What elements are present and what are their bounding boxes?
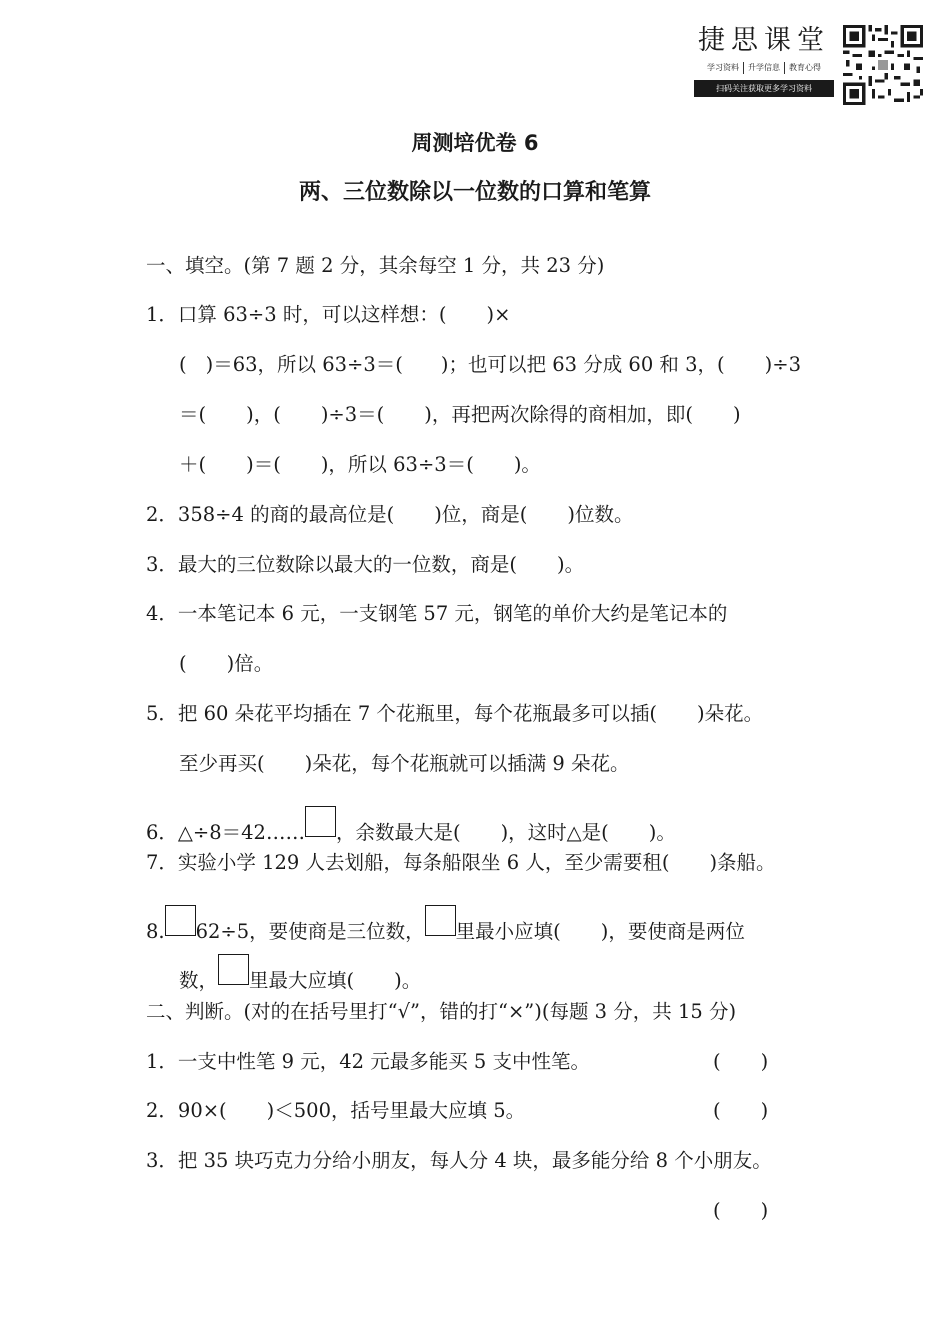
answer-box[interactable] [305,806,336,837]
q7: 7．实验小学 129 人去划船，每条船限坐 6 人，至少需要租( )条船。 [146,851,776,874]
brand-tag: 学习资料 [707,63,739,72]
answer-box[interactable] [425,905,456,936]
judge-q2: 2．90×( )＜500，括号里最大应填 5。 [146,1099,526,1122]
q1-line4: ＋( )＝( )，所以 63÷3＝( )。 [179,453,541,476]
q1-line2: ( )＝63，所以 63÷3＝( )；也可以把 63 分成 60 和 3，( )÷3 [179,353,802,376]
section2-heading: 二、判断。(对的在括号里打“√”，错的打“×”)(每题 3 分，共 15 分) [146,1000,737,1023]
brand-tag: 教育心得 [784,62,825,74]
q6: 6．△÷8＝42…… ，余数最大是( )，这时△是( )。 [146,806,676,846]
q4-line1: 4．一本笔记本 6 元，一支钢笔 57 元，钢笔的单价大约是笔记本的 [146,602,728,625]
answer-box[interactable] [218,954,249,985]
brand-tags [694,62,834,74]
q4-line2: ( )倍。 [179,652,274,675]
q5-line1: 5．把 60 朵花平均插在 7 个花瓶里，每个花瓶最多可以插( )朵花。 [146,702,764,725]
judge-q1: 1．一支中性笔 9 元，42 元最多能买 5 支中性笔。 [146,1050,591,1073]
q5-line2: 至少再买( )朵花，每个花瓶就可以插满 9 朵花。 [179,752,630,775]
brand-tag: 升学信息 [743,62,784,74]
paper-title: 周测培优卷 6 [411,131,539,155]
q8-line1: 8. 62÷5，要使商是三位数， 里最小应填( )，要使商是两位 [146,905,745,945]
judge-answer-paren[interactable]: ( ) [713,1099,769,1122]
judge-answer-paren[interactable]: ( ) [713,1199,769,1222]
answer-box[interactable] [165,905,196,936]
q8-line2: 数， 里最大应填( )。 [179,954,421,994]
judge-q3: 3．把 35 块巧克力分给小朋友，每人分 4 块，最多能分给 8 个小朋友。 [146,1149,772,1172]
brand-logo [694,24,834,97]
qr-code-icon [843,25,923,105]
q1-line3: ＝( )，( )÷3＝( )，再把两次除得的商相加，即( ) [179,403,741,426]
q2: 2．358÷4 的商的最高位是( )位，商是( )位数。 [146,503,634,526]
paper-subtitle: 两、三位数除以一位数的口算和笔算 [298,180,651,205]
q3: 3．最大的三位数除以最大的一位数，商是( )。 [146,553,585,576]
section1-heading: 一、填空。(第 7 题 2 分，其余每空 1 分，共 23 分) [146,254,605,277]
q1-line1: 1．口算 63÷3 时，可以这样想：( )× [146,303,511,326]
judge-answer-paren[interactable]: ( ) [713,1050,769,1073]
brand-bar: 扫码关注获取更多学习资料 [694,80,834,97]
brand-name: 捷思课堂 [698,25,830,56]
